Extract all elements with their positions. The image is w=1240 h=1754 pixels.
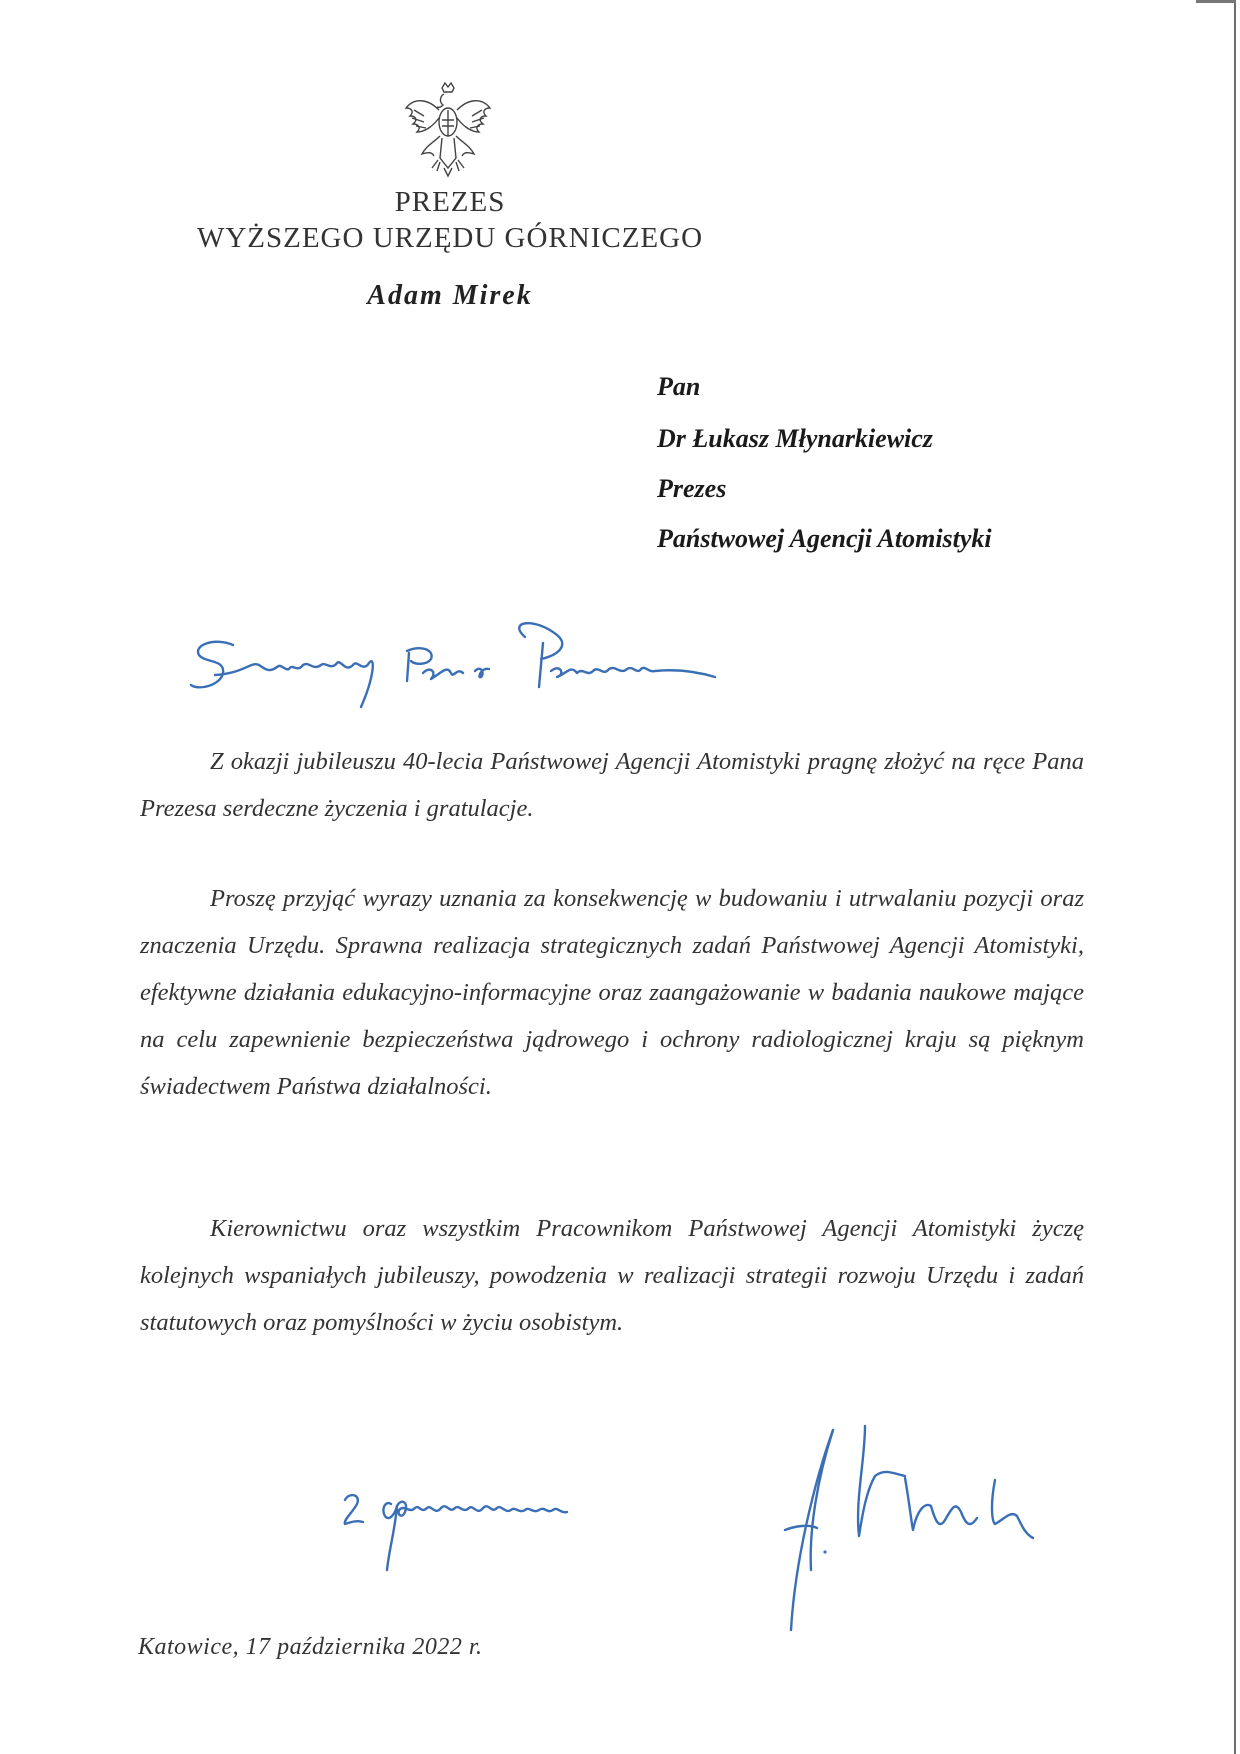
handwritten-closing xyxy=(335,1470,715,1580)
paragraph-1-text: Z okazji jubileuszu 40-lecia Państwowej Agencji Atomistyki pragnę złożyć na ręce Pana Prezesa serdeczne życzenia i gratulacje. xyxy=(140,748,1084,822)
header-title-line2: WYŻSZEGO URZĘDU GÓRNICZEGO xyxy=(196,222,704,254)
body-paragraph-2 xyxy=(140,875,1084,1110)
body-paragraph-3 xyxy=(140,1205,1084,1346)
handwritten-signature xyxy=(755,1420,1155,1640)
addressee-organization: Państwowej Agencji Atomistyki xyxy=(657,524,992,553)
body-paragraph-1 xyxy=(140,738,1084,832)
eagle-emblem-icon xyxy=(402,80,494,180)
scan-edge-corner xyxy=(1196,0,1236,3)
addressee-name: Dr Łukasz Młynarkiewicz xyxy=(657,424,933,453)
paragraph-2-text: Proszę przyjąć wyrazy uznania za konsekwencję w budowaniu i utrwalaniu pozycji oraz znaczenia Urzędu. Sprawna realizacja strategicznych zadań Państwowej Agencji Atomistyki, efektywne działania edukacyjno-informacyjne oraz zaangażowanie w badania naukowe mające na celu zapewnienie bezpieczeństwa jądrowego i ochrony radiologicznej kraju są pięknym świadectwem Państwa działalności. xyxy=(140,885,1084,1100)
handwritten-salutation xyxy=(185,615,915,710)
addressee-line1: Pan xyxy=(657,372,701,401)
place-and-date: Katowice, 17 października 2022 r. xyxy=(138,1634,483,1660)
header-title-line1: PREZES xyxy=(394,186,506,218)
author-name: Adam Mirek xyxy=(367,280,533,311)
addressee-title: Prezes xyxy=(657,474,727,503)
paragraph-3-text: Kierownictwu oraz wszystkim Pracownikom Państwowej Agencji Atomistyki życzę kolejnych wspaniałych jubileuszy, powodzenia w realizacji strategii rozwoju Urzędu i zadań statutowych oraz pomyślności w życiu osobistym. xyxy=(140,1215,1084,1336)
scan-edge xyxy=(1234,0,1236,1754)
